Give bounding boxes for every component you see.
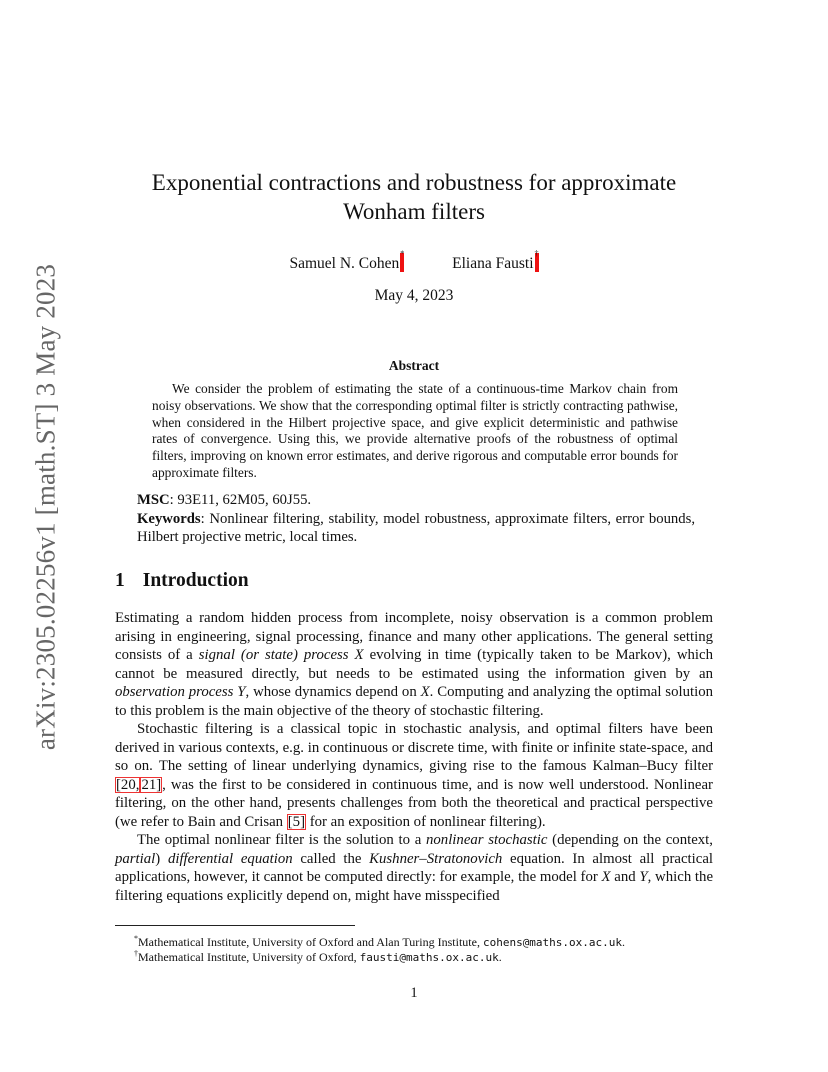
- author-list: [100, 249, 728, 273]
- title-line-2: Wonham filters: [343, 199, 485, 224]
- section-number: 1: [115, 570, 125, 591]
- citation-link-20[interactable]: [20,: [116, 776, 140, 793]
- author-name: Eliana Fausti: [452, 255, 534, 272]
- msc-value: : 93E11, 62M05, 60J55.: [169, 492, 312, 508]
- footnote-2: †Mathematical Institute, University of Oxford, fausti@maths.ox.ac.uk.: [134, 949, 502, 964]
- author-name: Samuel N. Cohen: [289, 255, 400, 272]
- paper-title: [100, 168, 728, 226]
- email-link[interactable]: cohens@maths.ox.ac.uk: [482, 936, 623, 949]
- section-title: Introduction: [142, 570, 249, 591]
- section-body: [115, 609, 713, 905]
- paragraph-1: Estimating a random hidden process from incomplete, noisy observation is a common problem arising in engineering, signal processing, finance and many other applications. The general setting consists of a signal (or state) process X evolving in time (typically taken to be Markov), which cannot be measured directly, but needs to be estimated using the information given by an observation process Y, whose dynamics depend on X. Computing and analyzing the optimal solution to this problem is the main objective of the theory of stochastic filtering.: [115, 610, 713, 719]
- footnote-1: *Mathematical Institute, University of Oxford and Alan Turing Institute, cohens@maths.ox.ac.uk.: [134, 934, 626, 949]
- title-line-1: Exponential contractions and robustness for approximate: [151, 170, 677, 195]
- paper-date: May 4, 2023: [374, 287, 454, 304]
- footnote-link-dagger[interactable]: †: [535, 253, 539, 272]
- msc-label: MSC: [137, 492, 170, 508]
- keywords-label: Keywords: [137, 510, 201, 527]
- keywords-value: : Nonlinear filtering, stability, model robustness, approximate filters, error bounds, Hilbert projective metric, local times.: [137, 510, 695, 545]
- section-heading: [115, 570, 249, 592]
- keywords-line: [137, 510, 695, 547]
- abstract-heading: Abstract: [388, 358, 440, 373]
- author-cohen: [289, 249, 405, 273]
- arxiv-sidebar-stamp: [26, 263, 66, 751]
- paragraph-3: The optimal nonlinear filter is the solution to a nonlinear stochastic (depending on the context, partial) differential equation called the Kushner–Stratonovich equation. In almost all practical applications, however, it cannot be computed directly: for example, the model for X and Y, which the filtering equations explicitly depend on, might have misspecified: [115, 832, 714, 904]
- footnote-rule: [115, 925, 355, 926]
- citation-link-21[interactable]: 21]: [141, 776, 162, 793]
- page-number: 1: [410, 985, 418, 1001]
- footnote-link-star[interactable]: *: [400, 253, 404, 272]
- citation-link-5[interactable]: [5]: [287, 813, 306, 830]
- email-link[interactable]: fausti@maths.ox.ac.uk: [359, 951, 499, 964]
- arxiv-id[interactable]: arXiv:2305.02256v1 [math.ST] 3 May 2023: [30, 263, 61, 751]
- paragraph-2: Stochastic filtering is a classical topic in stochastic analysis, and optimal filters have been derived in various contexts, e.g. in continuous or discrete time, with finite or infinite state-space, and so on. The setting of linear underlying dynamics, giving rise to the famous Kalman–Bucy filter [20, 21], was the first to be considered in continuous time, and is now well understood. Nonlinear filtering, on the other hand, presents challenges from both the theoretical and practical perspective (we refer to Bain and Crisan [5] for an exposition of nonlinear filtering).: [115, 721, 713, 830]
- author-fausti: [452, 249, 539, 273]
- abstract-text: We consider the problem of estimating the state of a continuous-time Markov chain from noisy observations. We show that the corresponding optimal filter is strictly contracting pathwise, when considered in the Hilbert projective space, and give explicit deterministic and pathwise rates of convergence. Using this, we provide alternative proofs of the robustness of optimal filters, improving on known error estimates, and derive rigorous and computable error bounds for approximate filters.: [152, 381, 678, 480]
- msc-line: [137, 491, 695, 510]
- classification-block: [137, 491, 695, 547]
